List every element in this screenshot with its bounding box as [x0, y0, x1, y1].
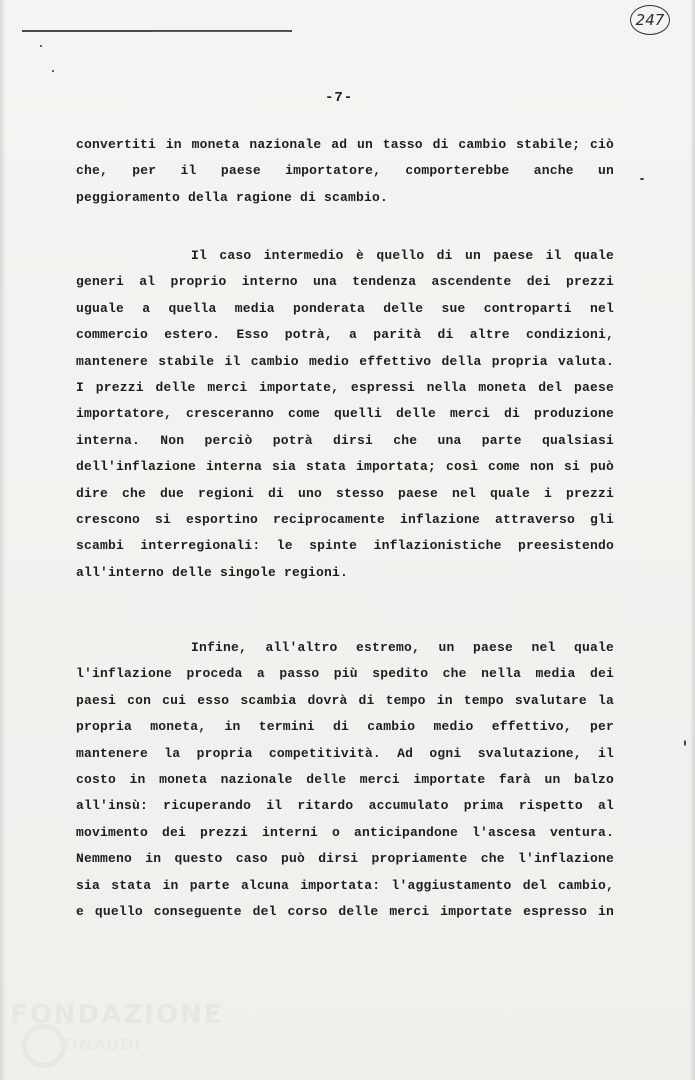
text-line: all'insù: ricuperando il ritardo accumulato prima rispetto al [76, 798, 614, 814]
text-line: paesi con cui esso scambia dovrà di tempo in tempo svalutare la [76, 692, 614, 708]
text-line: e quello conseguente del corso delle merci importate espresso in [76, 903, 614, 919]
scan-speck [684, 740, 686, 746]
scan-speck [40, 45, 42, 47]
paragraph-2 [76, 243, 614, 586]
paragraph-3 [76, 635, 614, 925]
text-line: importatore, cresceranno come quelli delle merci di produzione [76, 406, 614, 422]
text-line: che, per il paese importatore, comporterebbe anche un [76, 163, 614, 179]
archive-folio-number [630, 5, 670, 35]
text-line: convertiti in moneta nazionale ad un tasso di cambio stabile; ciò [76, 137, 614, 152]
top-rule-shadow [150, 31, 290, 32]
text-line: propria moneta, in termini di cambio medio effettivo, per [76, 719, 614, 735]
text-line: l'inflazione proceda a passo più spedito che nella media dei [76, 666, 614, 682]
paragraph-1 [76, 132, 614, 211]
text-line: mantenere la propria competitività. Ad ogni svalutazione, il [76, 745, 614, 761]
watermark-line-2: EINAUDI [60, 1035, 142, 1054]
text-line: I prezzi delle merci importate, espressi nella moneta del paese [76, 379, 614, 395]
text-line: scambi interregionali: le spinte inflazionistiche preesistendo [76, 538, 614, 554]
text-line: mantenere stabile il cambio medio effettivo della propria valuta. [76, 353, 614, 369]
text-line: costo in moneta nazionale delle merci importate farà un balzo [76, 771, 614, 787]
text-line: commercio estero. Esso potrà, a parità di altre condizioni, [76, 327, 614, 343]
text-line: interna. Non perciò potrà dirsi che una parte qualsiasi [76, 432, 614, 448]
text-line: movimento dei prezzi interni o anticipandone l'ascesa ventura. [76, 824, 614, 840]
text-line: dell'inflazione interna sia stata importata; così come non si può [76, 459, 614, 475]
text-line: crescono si esportino reciprocamente inflazione attraverso gli [76, 511, 614, 527]
page-number: -7- [325, 90, 354, 106]
scan-speck [52, 70, 54, 72]
text-line: Infine, all'altro estremo, un paese nel quale [191, 640, 614, 655]
text-line: sia stata in parte alcuna importata: l'aggiustamento del cambio, [76, 877, 614, 893]
watermark-line-1: FONDAZIONE [10, 1000, 224, 1030]
text-line: dire che due regioni di uno stesso paese nel quale i prezzi [76, 485, 614, 501]
text-line: Nemmeno in questo caso può dirsi propriamente che l'inflazione [76, 851, 614, 867]
text-line: uguale a quella media ponderata delle sue controparti nel [76, 300, 614, 316]
scan-edge-left [0, 0, 6, 1080]
scan-edge-right [690, 0, 695, 1080]
text-line: peggioramento della ragione di scambio. [76, 189, 389, 205]
text-line: all'interno delle singole regioni. [76, 564, 349, 580]
scan-speck [640, 178, 644, 180]
folio-text: 247 [635, 11, 665, 29]
text-line: generi al proprio interno una tendenza ascendente dei prezzi [76, 274, 614, 290]
text-line: Il caso intermedio è quello di un paese il quale [191, 248, 614, 263]
